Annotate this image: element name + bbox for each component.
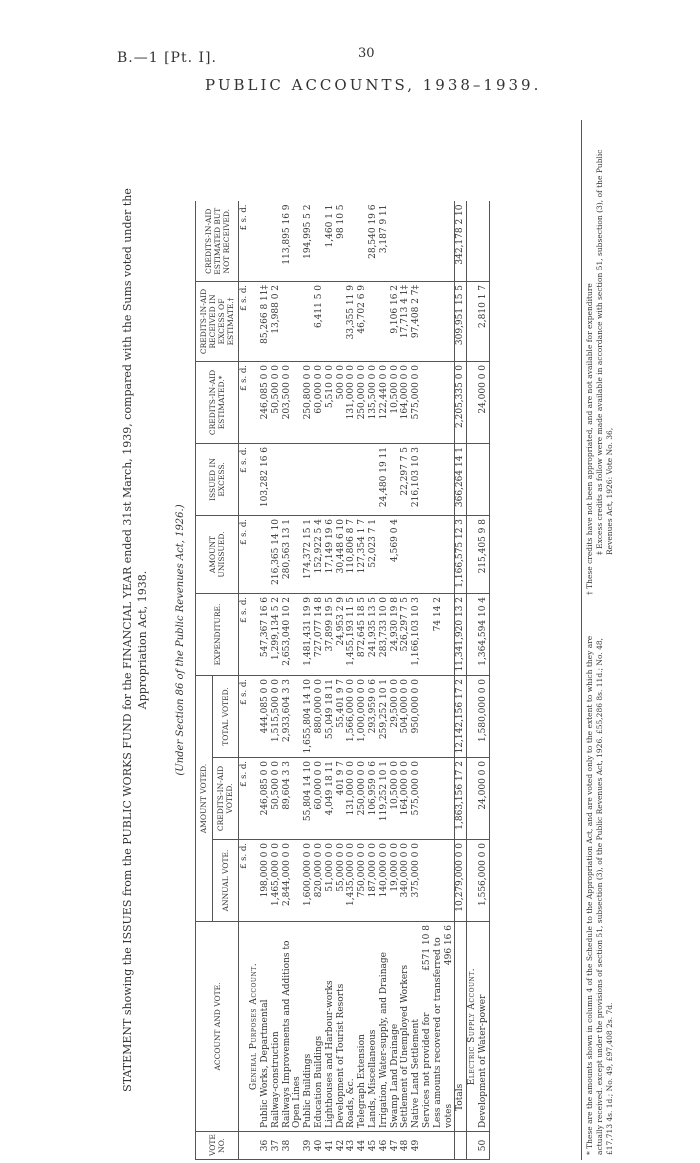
amount-total: 29,500 0 0 [390,675,401,757]
amount-cr-est: 500 0 0 [336,361,347,443]
amount-excess [303,443,314,515]
amount-expenditure: 37,899 19 5 [325,593,336,675]
services-cell [422,593,433,675]
amount-cr-not [271,201,282,281]
amount-unissued: 17,149 19 6 [325,515,336,593]
amount-annual: 1,435,000 0 0 [346,840,357,922]
section-empty-cell [249,758,260,840]
services-cell [422,758,433,840]
amount-total: 504,000 0 0 [400,675,411,757]
account-name: Public Buildings [303,922,314,1132]
amount-annual: 1,600,000 0 0 [303,840,314,922]
account-name: Education Buildings [314,922,325,1132]
amount-cr-recv: 97,408 2 7‡ [411,281,422,361]
issues-table [195,119,490,1160]
amount-total: 55,049 18 11 [325,675,336,757]
units-cell: £ s. d. [239,515,250,593]
total-excess: 366,264 14 1 [455,443,467,515]
services-cell [422,281,433,361]
amount-total: 1,000,000 0 0 [357,675,368,757]
amount-cr-recv: 46,702 6 9 [357,281,368,361]
amount-annual: 750,000 0 0 [357,840,368,922]
amount-cr-not [314,201,325,281]
amount-cr-not: 1,460 1 1 [325,201,336,281]
amount-unissued: 30,448 6 10 [336,515,347,593]
amount-excess [336,443,347,515]
amount-cr-not [390,201,401,281]
amount-expenditure: 24,930 19 8 [390,593,401,675]
amount-annual: 198,000 0 0 [260,840,271,922]
statement-heading [120,125,150,1155]
amount-unissued [411,515,422,593]
amount-cr-est: 164,000 0 0 [400,361,411,443]
section-empty-cell [467,443,478,515]
amount-cr-recv [303,281,314,361]
amount-cr-est: 131,000 0 0 [346,361,357,443]
amount-credits-voted: 10,500 0 0 [390,758,401,840]
amount-annual: 1,556,000 0 0 [478,840,489,922]
amount-expenditure: 1,166,103 10 3 [411,593,422,675]
units-cell: £ s. d. [239,758,250,840]
amount-credits-voted: 164,000 0 0 [400,758,411,840]
col-credits-received-excess: CREDITS-IN-AID RECEIVED IN EXCESS OF ESTIMATE.† [196,281,239,361]
amount-annual: 340,000 0 0 [400,840,411,922]
amount-cr-est: 203,500 0 0 [282,361,304,443]
total-expenditure: 11,341,920 13 2 [455,593,467,675]
units-cell-empty [239,1132,250,1160]
amount-cr-not [411,201,422,281]
amount-unissued: 216,365 14 10 [271,515,282,593]
total-annual: 10,279,000 0 0 [455,840,467,922]
section-name: Electric Supply Account. [467,922,478,1132]
total-cr-est: 2,205,335 0 0 [455,361,467,443]
amount-cr-not [346,201,357,281]
amount-cr-recv: 17,713 4 1‡ [400,281,411,361]
amount-excess [357,443,368,515]
amount-unissued: 52,023 7 1 [368,515,379,593]
services-cell [433,281,455,361]
amount-credits-voted: 89,604 3 3 [282,758,304,840]
vote-number: 44 [357,1132,368,1160]
amount-credits-voted: 24,000 0 0 [478,758,489,840]
section-empty-cell [249,675,260,757]
amount-excess: 24,480 19 11 [379,443,390,515]
amount-credits-voted: 575,000 0 0 [411,758,422,840]
units-cell: £ s. d. [239,840,250,922]
section-empty-cell [249,593,260,675]
account-name: Development of Water-power [478,922,489,1132]
vote-number: 43 [346,1132,357,1160]
services-text: Services not provided for [421,1012,432,1128]
amount-annual: 820,000 0 0 [314,840,325,922]
section-empty-cell [249,443,260,515]
footnote-star: * These are the amounts shown in column 4 of the Schedule to the Appropriation Act, and are voted only to the extent to which they are actually received. except under the provisions of section 51, subsection (3), of the Public Revenues Act, 1926. £55,286 8s. 11d.; No. 48, £17,713 4s. 1d.; No. 49, £97,408 2s. 7d. [585,635,614,1155]
services-cell [422,361,433,443]
amount-expenditure: 283,733 10 0 [379,593,390,675]
account-name: Settlement of Unemployed Workers [400,922,411,1132]
units-cell-empty [239,922,250,1132]
amount-cr-recv [368,281,379,361]
vote-number: 47 [390,1132,401,1160]
section-empty-cell [249,361,260,443]
statement-authority: (Under Section 86 of the Public Revenues Act, 1926.) [175,504,186,776]
amount-excess: 103,282 16 6 [260,443,271,515]
services-label [433,922,455,1132]
amount-annual: 140,000 0 0 [379,840,390,922]
col-unissued: AMOUNT UNISSUED. [196,515,239,593]
amount-total: 1,580,000 0 0 [478,675,489,757]
section-vote-empty [249,1132,260,1160]
amount-annual: 51,000 0 0 [325,840,336,922]
account-name: Lighthouses and Harbour-works [325,922,336,1132]
col-amount-voted: AMOUNT VOTED. [196,675,213,921]
table-row [478,119,489,1159]
table-row [400,119,411,1159]
amount-credits-voted: 60,000 0 0 [314,758,325,840]
amount-total: 1,515,500 0 0 [271,675,282,757]
account-name: Swamp Land Drainage [390,922,401,1132]
amount-cr-recv [282,281,304,361]
amount-expenditure: 1,299,134 5 2 [271,593,282,675]
totals-vote-empty [455,1132,467,1160]
amount-cr-not [357,201,368,281]
table-row [314,119,325,1159]
document-reference: B.—1 [Pt. I]. [117,50,217,66]
services-cell [422,201,433,281]
amount-expenditure: 2,653,040 10 2 [282,593,304,675]
amount-expenditure: 241,935 13 5 [368,593,379,675]
amount-cr-not [478,201,489,281]
amount-unissued: 110,806 8 7 [346,515,357,593]
section-empty-cell [249,281,260,361]
amount-credits-voted: 246,085 0 0 [260,758,271,840]
services-label [422,922,433,1132]
table-row [260,119,271,1159]
table-row [379,119,390,1159]
amount-unissued [260,515,271,593]
amount-total: 880,000 0 0 [314,675,325,757]
section-empty-cell [467,281,478,361]
amount-cr-recv: 6,411 5 0 [314,281,325,361]
amount-cr-not: 98 10 5 [336,201,347,281]
table-row [325,119,336,1159]
services-text: Less amounts recovered or transferred to votes [432,937,454,1128]
amount-cr-est: 60,000 0 0 [314,361,325,443]
amount-total: 1,566,000 0 0 [346,675,357,757]
page-number: 30 [358,46,375,61]
vote-number: 49 [411,1132,422,1160]
amount-credits-voted: 250,000 0 0 [357,758,368,840]
amount-total: 2,933,604 3 3 [282,675,304,757]
amount-cr-not: 3,187 9 11 [379,201,390,281]
services-amount: £571 10 8 [421,925,432,971]
amount-expenditure: 1,481,431 19 9 [303,593,314,675]
services-amount: 496 16 6 [443,925,454,966]
table-row [282,119,304,1159]
units-cell: £ s. d. [239,675,250,757]
table-row [357,119,368,1159]
amount-annual: 19,000 0 0 [390,840,401,922]
amount-cr-est: 5,510 0 0 [325,361,336,443]
units-row [239,119,250,1159]
amount-cr-est: 24,000 0 0 [478,361,489,443]
col-total-voted: TOTAL VOTED. [212,675,238,757]
account-name: Roads, &c. [346,922,357,1132]
amount-total: 55,401 9 7 [336,675,347,757]
amount-cr-est: 250,800 0 0 [303,361,314,443]
running-title: PUBLIC ACCOUNTS, 1938–1939. [205,76,542,94]
amount-annual: 375,000 0 0 [411,840,422,922]
table-row [303,119,314,1159]
amount-unissued [400,515,411,593]
amount-expenditure: 1,364,594 10 4 [478,593,489,675]
services-cell [422,515,433,593]
table-row [336,119,347,1159]
amount-unissued: 174,372 15 1 [303,515,314,593]
amount-excess [390,443,401,515]
totals-row [455,119,467,1159]
rotated-statement-page [115,120,675,1160]
amount-cr-est: 10,500 0 0 [390,361,401,443]
amount-cr-est: 250,000 0 0 [357,361,368,443]
units-cell: £ s. d. [239,443,250,515]
col-annual-vote: ANNUAL VOTE. [212,840,238,922]
amount-credits-voted: 106,959 0 6 [368,758,379,840]
table-body [239,119,490,1159]
amount-cr-recv: 33,355 11 9 [346,281,357,361]
account-name: Irrigation, Water-supply, and Drainage [379,922,390,1132]
vote-number: 40 [314,1132,325,1160]
amount-cr-est: 575,000 0 0 [411,361,422,443]
units-cell: £ s. d. [239,281,250,361]
total-unissued: 1,166,575 12 3 [455,515,467,593]
amount-total: 259,252 10 1 [379,675,390,757]
units-cell: £ s. d. [239,361,250,443]
section-empty-cell [249,201,260,281]
footnote-double-dagger: ‡ Excess credits as follow were made available in accordance with section 51, subsection (3), of the Public Revenues Act, 1926: Vote No. 36, [595,149,614,555]
header-row-1 [196,119,213,1159]
amount-expenditure: 547,367 16 6 [260,593,271,675]
services-cell [433,758,455,840]
services-cell [422,675,433,757]
amount-cr-recv [379,281,390,361]
section-empty-cell [467,593,478,675]
amount-excess [271,443,282,515]
section-row [249,119,260,1159]
statement-line-1: STATEMENT showing the ISSUES from the PUBLIC WORKS FUND for the FINANCIAL YEAR ended 31st March, 1939, compared with the Sums voted under the [121,188,134,1092]
vote-number: 36 [260,1132,271,1160]
vote-number: 50 [478,1132,489,1160]
amount-excess [346,443,357,515]
amount-excess [478,443,489,515]
services-cell [422,840,433,922]
total-total: 12,142,156 17 2 [455,675,467,757]
section-empty-cell [467,515,478,593]
amount-cr-not: 113,895 16 9 [282,201,304,281]
vote-number: 38 [282,1132,304,1160]
services-row [422,119,433,1159]
col-account: ACCOUNT AND VOTE. [196,922,239,1132]
section-empty-cell [467,840,478,922]
amount-excess [314,443,325,515]
account-name: Railways Improvements and Additions to Open Lines [282,922,304,1132]
services-vote-empty [433,1132,455,1160]
amount-cr-recv [325,281,336,361]
amount-unissued: 215,405 9 8 [478,515,489,593]
amount-excess [282,443,304,515]
table-row [411,119,422,1159]
amount-cr-est: 246,085 0 0 [260,361,271,443]
amount-cr-est: 135,500 0 0 [368,361,379,443]
amount-expenditure: 24,953 2 9 [336,593,347,675]
services-cell [433,361,455,443]
amount-credits-voted: 131,000 0 0 [346,758,357,840]
amount-cr-recv: 2,810 1 7 [478,281,489,361]
total-credits-voted: 1,863,156 17 2 [455,758,467,840]
amount-expenditure: 1,455,193 11 5 [346,593,357,675]
account-name: Lands, Miscellaneous [368,922,379,1132]
amount-cr-est: 50,500 0 0 [271,361,282,443]
amount-credits-voted: 119,252 10 1 [379,758,390,840]
section-vote-empty [467,1132,478,1160]
vote-number: 42 [336,1132,347,1160]
amount-annual: 2,844,000 0 0 [282,840,304,922]
account-name: Development of Tourist Resorts [336,922,347,1132]
table-row [346,119,357,1159]
col-credits-voted: CREDITS-IN-AID VOTED. [212,758,238,840]
notes-divider [581,120,582,1160]
amount-annual: 55,000 0 0 [336,840,347,922]
footnote-dagger: † These credits have not been appropriated, and are not available for expenditure [585,283,594,595]
amount-credits-voted: 4,049 18 11 [325,758,336,840]
services-cell [433,201,455,281]
amount-expenditure: 727,077 14 8 [314,593,325,675]
units-cell: £ s. d. [239,201,250,281]
footnotes [585,125,615,1155]
section-row [467,119,478,1159]
amount-annual: 187,000 0 0 [368,840,379,922]
amount-expenditure: 872,645 18 5 [357,593,368,675]
amount-total: 1,655,804 14 10 [303,675,314,757]
amount-expenditure: 526,297 7 5 [400,593,411,675]
vote-number: 37 [271,1132,282,1160]
vote-number: 39 [303,1132,314,1160]
amount-excess [325,443,336,515]
col-credits-not-received: CREDITS-IN-AID ESTIMATED BUT NOT RECEIVED. [196,201,239,281]
section-empty-cell [249,515,260,593]
account-name: Railway-construction [271,922,282,1132]
amount-annual: 1,465,000 0 0 [271,840,282,922]
table-row [368,119,379,1159]
amount-cr-not [400,201,411,281]
services-cell [433,443,455,515]
section-empty-cell [249,840,260,922]
services-cell [422,443,433,515]
section-empty-cell [467,201,478,281]
col-issued-excess: ISSUED IN EXCESS. [196,443,239,515]
table-row [390,119,401,1159]
section-empty-cell [467,675,478,757]
services-row [433,119,455,1159]
services-cell [433,840,455,922]
amount-cr-est: 122,440 0 0 [379,361,390,443]
col-vote-no: VOTE NO. [196,1132,239,1160]
totals-label: Totals [455,922,467,1132]
section-name: General Purposes Account. [249,922,260,1132]
services-cell [433,675,455,757]
amount-excess: 22,297 7 5 [400,443,411,515]
services-cell [433,515,455,593]
vote-number: 41 [325,1132,336,1160]
statement-line-2: Appropriation Act, 1938. [136,570,149,710]
amount-unissued: 280,563 13 1 [282,515,304,593]
amount-cr-not [260,201,271,281]
col-expenditure: EXPENDITURE. [196,593,239,675]
amount-excess [368,443,379,515]
amount-unissued: 4,569 0 4 [390,515,401,593]
vote-number: 45 [368,1132,379,1160]
amount-unissued: 152,922 5 4 [314,515,325,593]
amount-cr-recv: 85,266 8 11‡ [260,281,271,361]
amount-cr-recv: 13,988 0 2 [271,281,282,361]
amount-excess: 216,103 10 3 [411,443,422,515]
amount-total: 293,959 0 6 [368,675,379,757]
services-vote-empty [422,1132,433,1160]
vote-number: 48 [400,1132,411,1160]
amount-credits-voted: 50,500 0 0 [271,758,282,840]
amount-cr-not: 194,995 5 2 [303,201,314,281]
amount-credits-voted: 401 9 7 [336,758,347,840]
total-cr-recv: 309,951 15 5 [455,281,467,361]
amount-credits-voted: 55,804 14 10 [303,758,314,840]
vote-number: 46 [379,1132,390,1160]
units-cell: £ s. d. [239,593,250,675]
account-name: Public Works, Departmental [260,922,271,1132]
amount-cr-not: 28,540 19 6 [368,201,379,281]
amount-cr-recv: 9,106 16 2 [390,281,401,361]
amount-cr-recv [336,281,347,361]
account-name: Native Land Settlement [411,922,422,1132]
amount-total: 950,000 0 0 [411,675,422,757]
col-credits-estimated: CREDITS-IN-AID ESTIMATED.* [196,361,239,443]
account-name: Telegraph Extension [357,922,368,1132]
amount-total: 444,085 0 0 [260,675,271,757]
section-empty-cell [467,758,478,840]
amount-unissued: 127,354 1 7 [357,515,368,593]
services-cell: 74 14 2 [433,593,455,675]
total-cr-not: 342,178 2 10 [455,201,467,281]
section-empty-cell [467,361,478,443]
table-row [271,119,282,1159]
amount-unissued [379,515,390,593]
